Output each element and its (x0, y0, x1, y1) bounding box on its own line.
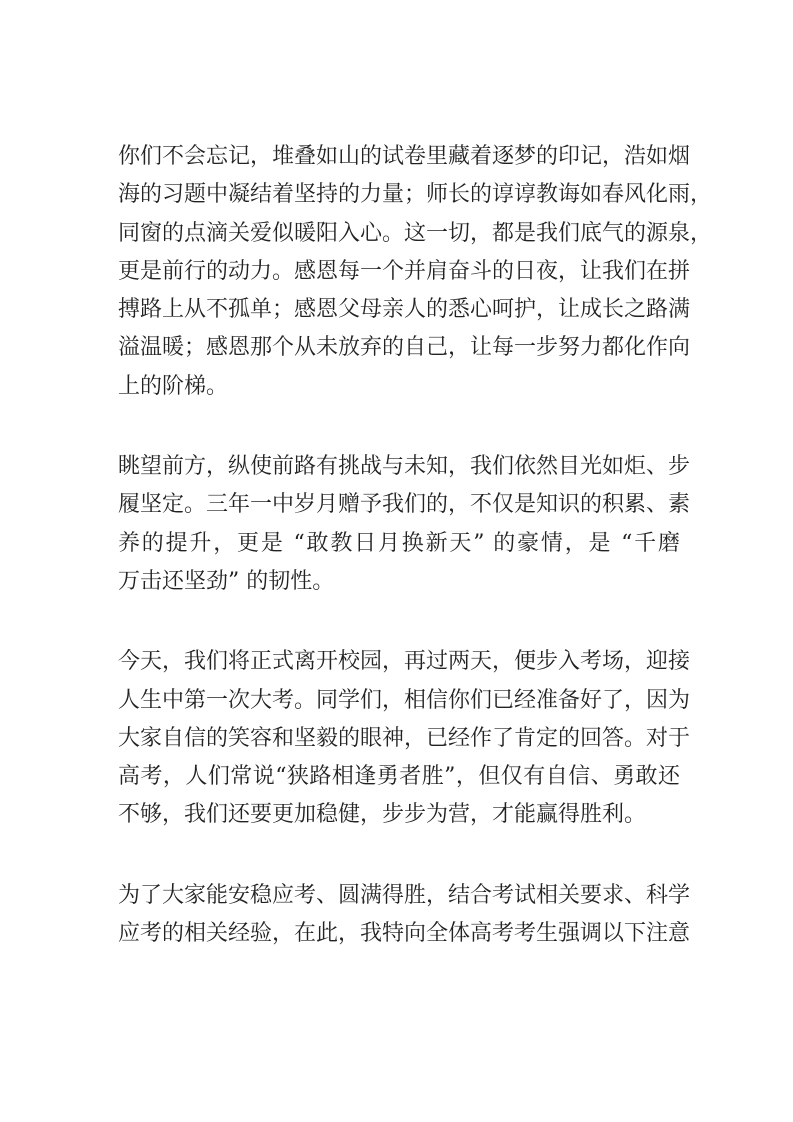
paragraph-looking-ahead (118, 448, 691, 601)
text-line: 海的习题中凝结着坚持的力量；师长的谆谆教诲如春风化雨， (118, 182, 713, 208)
text-line: 今天，我们将正式离开校园，再过两天，便步入考场，迎接 (118, 649, 691, 675)
text-line: 为了大家能安稳应考、圆满得胜，结合考试相关要求、科学 (118, 882, 691, 908)
text-line: 不够，我们还要更加稳健，步步为营，才能赢得胜利。 (118, 802, 647, 828)
text-line: 溢温暖；感恩那个从未放弃的自己，让每一步努力都化作向 (118, 335, 691, 361)
paragraph-gratitude (118, 138, 713, 406)
text-line: 同窗的点滴关爱似暖阳入心。这一切，都是我们底气的源泉， (118, 220, 713, 246)
text-line: 高考，人们常说“狭路相逢勇者胜”，但仅有自信、勇敢还 (118, 764, 680, 790)
paragraph-spacer (118, 835, 680, 877)
text-line: 人生中第一次大考。同学们，相信你们已经准备好了，因为 (118, 687, 691, 713)
paragraph-spacer (118, 601, 680, 643)
paragraph-notice (118, 877, 691, 954)
text-line: 养的提升，更是 “敢教日月换新天” 的豪情，是 “千磨 (118, 530, 680, 556)
paragraph-spacer (118, 406, 680, 448)
text-line: 你们不会忘记，堆叠如山的试卷里藏着逐梦的印记，浩如烟 (118, 144, 691, 169)
text-line: 搏路上从不孤单；感恩父母亲人的悉心呵护，让成长之路满 (118, 297, 691, 323)
paragraph-exam (118, 643, 691, 834)
text-line: 更是前行的动力。感恩每一个并肩奋斗的日夜，让我们在拼 (118, 258, 691, 284)
text-line: 履坚定。三年一中岁月赠予我们的，不仅是知识的积累、素 (118, 492, 691, 518)
text-line: 应考的相关经验，在此，我特向全体高考考生强调以下注意 (118, 921, 691, 947)
text-line: 上的阶梯。 (118, 373, 229, 399)
text-line: 大家自信的笑容和坚毅的眼神，已经作了肯定的回答。对于 (118, 725, 691, 751)
text-line: 万击还坚劲” 的韧性。 (118, 568, 335, 594)
document-body (118, 138, 713, 953)
text-line: 眺望前方，纵使前路有挑战与未知，我们依然目光如炬、步 (118, 454, 691, 480)
